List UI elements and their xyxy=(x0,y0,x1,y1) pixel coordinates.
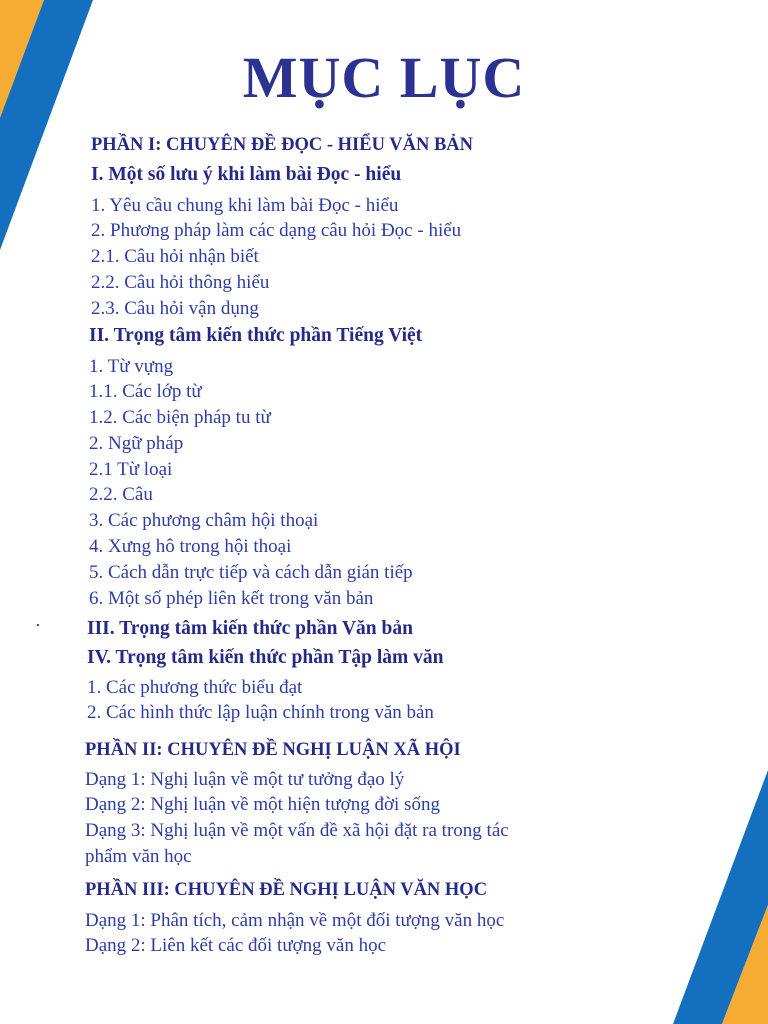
part-3-heading: PHẦN III: CHUYÊN ĐỀ NGHỊ LUẬN VĂN HỌC xyxy=(85,880,488,900)
toc-item: 1.2. Các biện pháp tu từ xyxy=(89,407,271,428)
toc-item: 2.2. Câu hỏi thông hiểu xyxy=(91,272,270,293)
toc-item: 2.2. Câu xyxy=(89,484,153,505)
toc-item: 5. Cách dẫn trực tiếp và cách dẫn gián tiếp xyxy=(89,562,413,583)
section-3-heading: III. Trọng tâm kiến thức phần Văn bản xyxy=(87,618,413,639)
toc-item: Dạng 3: Nghị luận về một vấn đề xã hội đặt ra trong tác xyxy=(85,820,509,841)
toc-item: 1. Các phương thức biểu đạt xyxy=(87,677,303,698)
toc-item: 2. Ngữ pháp xyxy=(89,433,184,454)
part-1-heading: PHẦN I: CHUYÊN ĐỀ ĐỌC - HIỂU VĂN BẢN xyxy=(91,135,474,155)
toc-item: 2.1. Câu hỏi nhận biết xyxy=(91,246,259,267)
section-4-heading: IV. Trọng tâm kiến thức phần Tập làm văn xyxy=(87,647,444,668)
section-1-heading: I. Một số lưu ý khi làm bài Đọc - hiểu xyxy=(91,164,402,185)
toc-item: Dạng 2: Nghị luận về một hiện tượng đời sống xyxy=(85,794,440,815)
section-2-heading: II. Trọng tâm kiến thức phần Tiếng Việt xyxy=(89,325,423,346)
toc-item: 2.1 Từ loại xyxy=(89,459,173,480)
stray-dot xyxy=(37,624,39,626)
page-title: MỤC LỤC xyxy=(242,45,526,110)
part-2-heading: PHẦN II: CHUYÊN ĐỀ NGHỊ LUẬN XÃ HỘI xyxy=(85,740,461,760)
toc-item: 2. Các hình thức lập luận chính trong văn bản xyxy=(87,702,434,723)
toc-item: 3. Các phương châm hội thoại xyxy=(89,510,319,531)
toc-item: 4. Xưng hô trong hội thoại xyxy=(89,536,292,557)
toc-item: Dạng 1: Phân tích, cảm nhận về một đối tượng văn học xyxy=(85,910,505,931)
toc-item: 1.1. Các lớp từ xyxy=(89,381,202,402)
toc-item: 6. Một số phép liên kết trong văn bản xyxy=(89,588,374,609)
toc-item: Dạng 1: Nghị luận về một tư tưởng đạo lý xyxy=(85,769,405,790)
toc-item: 2. Phương pháp làm các dạng câu hỏi Đọc - hiểu xyxy=(91,220,462,241)
toc-item: 2.3. Câu hỏi vận dụng xyxy=(91,298,259,319)
toc-item: 1. Từ vựng xyxy=(89,356,174,377)
toc-item: 1. Yêu cầu chung khi làm bài Đọc - hiểu xyxy=(91,195,399,216)
toc-item: phẩm văn học xyxy=(85,846,192,867)
toc-item: Dạng 2: Liên kết các đối tượng văn học xyxy=(85,935,387,956)
